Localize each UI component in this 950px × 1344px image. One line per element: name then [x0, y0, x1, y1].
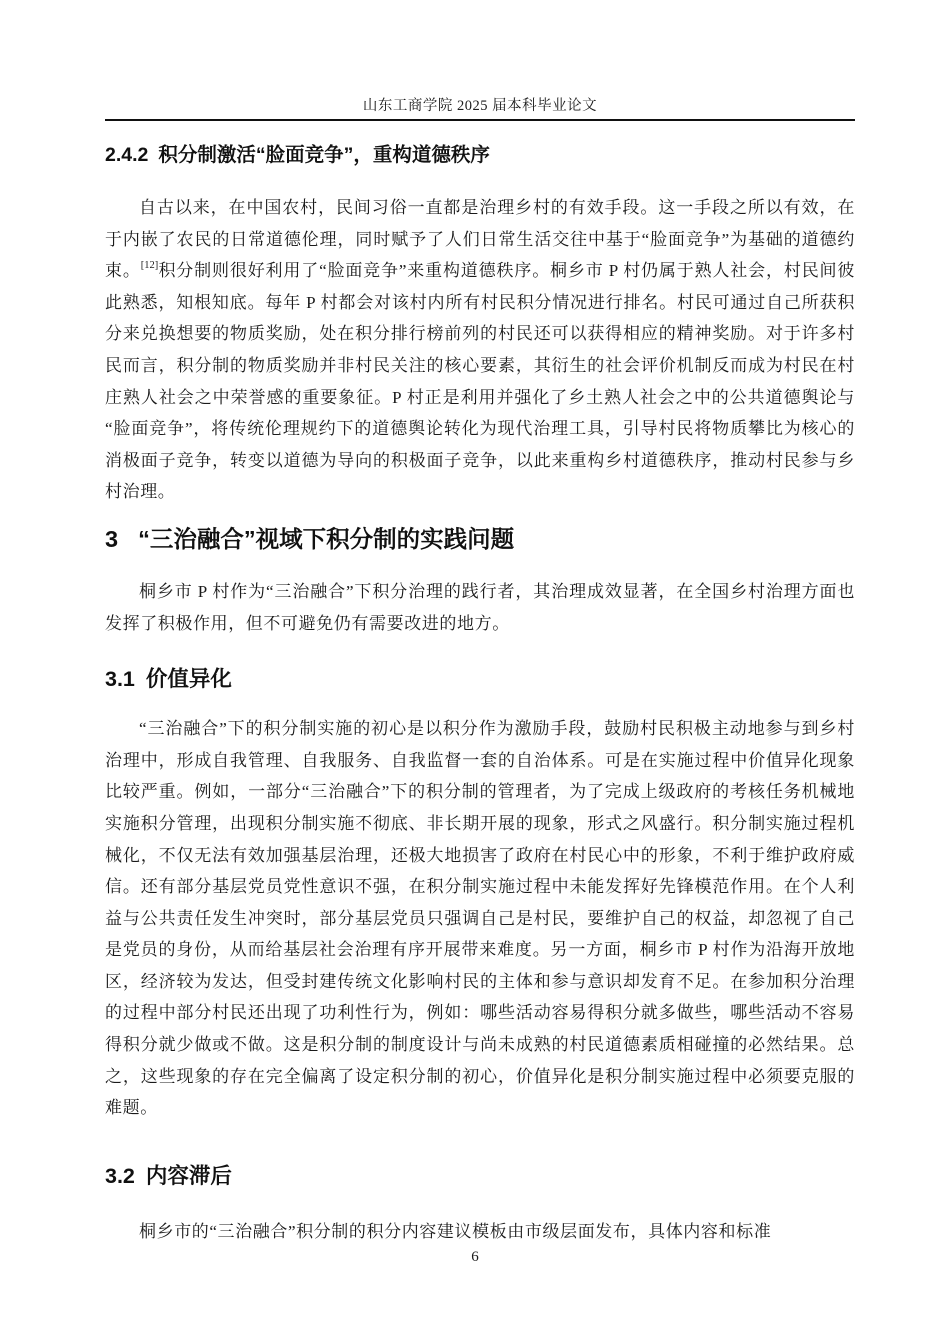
heading-2-4-2-number: 2.4.2	[105, 144, 149, 166]
heading-chapter-3-number: 3	[105, 525, 119, 552]
page-number: 6	[471, 1249, 479, 1265]
paragraph-3-1: “三治融合”下的积分制实施的初心是以积分作为激励手段，鼓励村民积极主动地参与到乡村治理中，形成自我管理、自我服务、自我监督一套的自治体系。可是在实施过程中价值异化现象比较严重。例如，一部分“三治融合”下的积分制的管理者，为了完成上级政府的考核任务机械地实施积分管理，出现积分制实施不彻底、非长期开展的现象，形式之风盛行。积分制实施过程机械化，不仅无法有效加强基层治理，还极大地损害了政府在村民心中的形象，不利于维护政府威信。还有部分基层党员党性意识不强，在积分制实施过程中未能发挥好先锋模范作用。在个人利益与公共责任发生冲突时，部分基层党员只强调自己是村民，要维护自己的权益，却忽视了自己是党员的身份，从而给基层社会治理有序开展带来难度。另一方面，桐乡市 P 村作为沿海开放地区，经济较为发达，但受封建传统文化影响村民的主体和参与意识却发育不足。在参加积分治理的过程中部分村民还出现了功利性行为，例如：哪些活动容易得积分就多做些，哪些活动不容易得积分就少做或不做。这是积分制的制度设计与尚未成熟的村民道德素质相碰撞的必然结果。总之，这些现象的存在完全偏离了设定积分制的初心，价值异化是积分制实施过程中必须要克服的难题。	[105, 719, 855, 1118]
citation-ref-12: [12]	[140, 260, 159, 272]
heading-chapter-3	[105, 524, 855, 554]
running-header	[105, 96, 855, 121]
heading-3-1-title: 价值异化	[145, 667, 232, 692]
paragraph-2-4-2-text-before-citation: 自古以来，在中国农村，民间习俗一直都是治理乡村的有效手段。这一手段之所以有效，在于内嵌了农民的日常道德伦理，同时赋予了人们日常生活交往中基于“脸面竞争”为基础的道德约束。	[105, 198, 855, 281]
paragraph-2-4-2-text-after-citation: 积分制则很好利用了“脸面竞争”来重构道德秩序。桐乡市 P 村仍属于熟人社会，村民间彼此熟悉，知根知底。每年 P 村都会对该村内所有村民积分情况进行排名。村民可通过自己所获积分来兑换想要的物质奖励，处在积分排行榜前列的村民还可以获得相应的精神奖励。对于许多村民而言，积分制的物质奖励并非村民关注的核心要素，其衍生的社会评价机制反而成为村民在村庄熟人社会之中荣誉感的重要象征。P 村正是利用并强化了乡土熟人社会之中的公共道德舆论与“脸面竞争”，将传统伦理规约下的道德舆论转化为现代治理工具，引导村民将物质攀比为核心的消极面子竞争，转变以道德为导向的积极面子竞争，以此来重构乡村道德秩序，推动村民参与乡村治理。	[105, 261, 855, 502]
paragraph-chapter-3-intro: 桐乡市 P 村作为“三治融合”下积分治理的践行者，其治理成效显著，在全国乡村治理方面也发挥了积极作用，但不可避免仍有需要改进的地方。	[105, 581, 855, 633]
page-content	[105, 142, 855, 1247]
heading-3-1	[105, 665, 855, 693]
paragraph-3-2: 桐乡市的“三治融合”积分制的积分内容建议模板由市级层面发布，具体内容和标准	[139, 1221, 772, 1241]
header-rule	[105, 119, 855, 121]
heading-3-2-number: 3.2	[105, 1163, 135, 1188]
running-header-title: 山东工商学院 2025 届本科毕业论文	[362, 98, 598, 114]
paragraph-2-4-2	[105, 192, 855, 508]
heading-2-4-2	[105, 142, 855, 168]
heading-chapter-3-title: “三治融合”视域下积分制的实践问题	[138, 525, 515, 552]
heading-3-2	[105, 1162, 855, 1190]
heading-3-2-title: 内容滞后	[145, 1163, 232, 1188]
heading-3-1-number: 3.1	[105, 667, 135, 692]
heading-2-4-2-title: 积分制激活“脸面竞争”，重构道德秩序	[158, 144, 490, 166]
